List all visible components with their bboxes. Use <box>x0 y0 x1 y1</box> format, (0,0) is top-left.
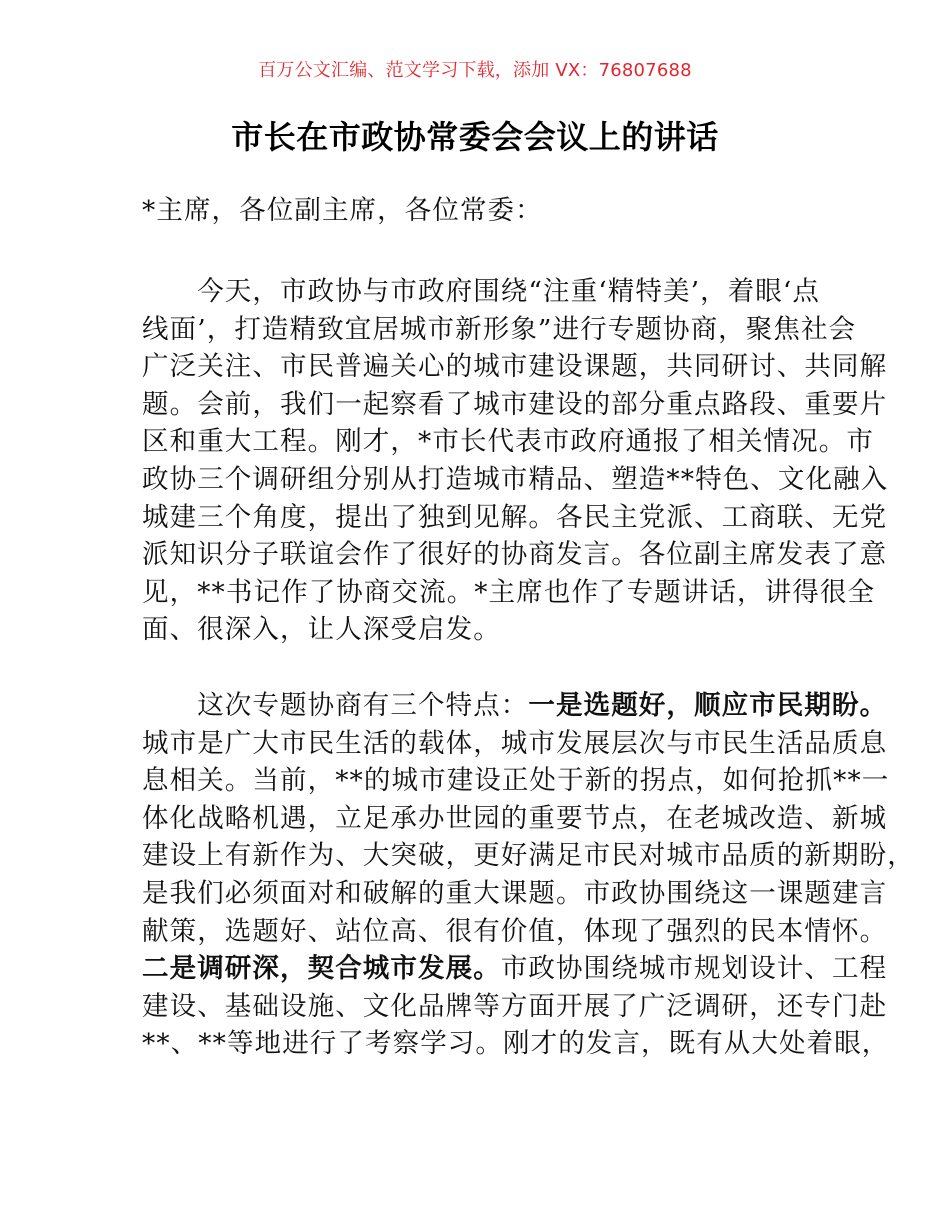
text-segment: 体化战略机遇，立足承办世园的重要节点，在老城改造、新城 <box>142 802 888 834</box>
text-line <box>142 800 888 838</box>
text-line <box>142 499 888 537</box>
text-segment: 线面’，打造精致宜居城市新形象”进行专题协商，聚焦社会 <box>142 313 857 345</box>
greeting-text: *主席，各位副主席，各位常委： <box>142 195 543 226</box>
text-segment: 是我们必须面对和破解的重大课题。市政协围绕这一课题建言 <box>142 877 888 909</box>
text-segment: 城市是广大市民生活的载体，城市发展层次与市民生活品质息 <box>142 727 888 759</box>
text-line <box>142 423 874 461</box>
text-line <box>142 611 814 649</box>
text-segment: 见，**书记作了协商交流。*主席也作了专题讲话，讲得很全 <box>142 576 876 608</box>
text-line <box>142 913 888 951</box>
text-line <box>142 574 876 612</box>
text-segment: 广泛关注、市民普遍关心的城市建设课题，共同研讨、共同解 <box>142 351 888 383</box>
bold-text-segment: 二是调研深，契合城市发展。 <box>142 953 501 985</box>
text-line <box>142 837 915 875</box>
text-segment: 城建三个角度，提出了独到见解。各民主党派、工商联、无党 <box>142 501 888 533</box>
text-line <box>142 386 888 424</box>
text-line <box>142 950 888 988</box>
text-segment: 题。会前，我们一起察看了城市建设的部分重点路段、重要片 <box>142 388 888 420</box>
text-segment: 建设、基础设施、文化品牌等方面开展了广泛调研，还专门赴 <box>142 990 888 1022</box>
text-segment: 派知识分子联谊会作了很好的协商发言。各位副主席发表了意 <box>142 539 888 571</box>
text-line <box>142 536 888 574</box>
text-segment: 建设上有新作为、大突破，更好满足市民对城市品质的新期盼， <box>142 840 915 872</box>
document-title: 市长在市政协常委会会议上的讲话 <box>231 118 719 156</box>
text-segment: **、**等地进行了考察学习。刚才的发言，既有从大处着眼， <box>142 1028 890 1060</box>
text-segment: 息相关。当前，**的城市建设正处于新的拐点，如何抢抓**一 <box>142 765 890 797</box>
paragraph-2 <box>142 687 915 1063</box>
text-line <box>142 725 888 763</box>
paragraph-1 <box>142 273 889 649</box>
text-line <box>142 988 888 1026</box>
text-segment: 这次专题协商有三个特点： <box>142 690 529 721</box>
text-line <box>142 875 888 913</box>
text-segment: 今天，市政协与市政府围绕“注重‘精特美’，着眼‘点 <box>142 276 821 307</box>
greeting <box>142 192 814 230</box>
bold-text-segment: 一是选题好，顺应市民期盼。 <box>528 690 888 721</box>
text-segment: 献策，选题好、站位高、很有价值，体现了强烈的民本情怀。 <box>142 915 888 947</box>
text-segment: 市政协围绕城市规划设计、工程 <box>500 953 888 985</box>
text-line <box>142 348 888 386</box>
text-segment: 区和重大工程。刚才，*市长代表市政府通报了相关情况。市 <box>142 426 874 458</box>
text-line <box>142 273 821 311</box>
text-line <box>142 1025 890 1063</box>
text-line <box>142 461 889 499</box>
text-segment: 面、很深入，让人深受启发。 <box>142 614 501 646</box>
text-segment: 政协三个调研组分别从打造城市精品、塑造**特色、文化融入 <box>142 463 889 495</box>
text-line <box>142 687 888 725</box>
text-line <box>142 762 890 800</box>
watermark-banner: 百万公文汇编、范文学习下载，添加 VX：76807688 <box>258 60 692 81</box>
text-line <box>142 311 857 349</box>
